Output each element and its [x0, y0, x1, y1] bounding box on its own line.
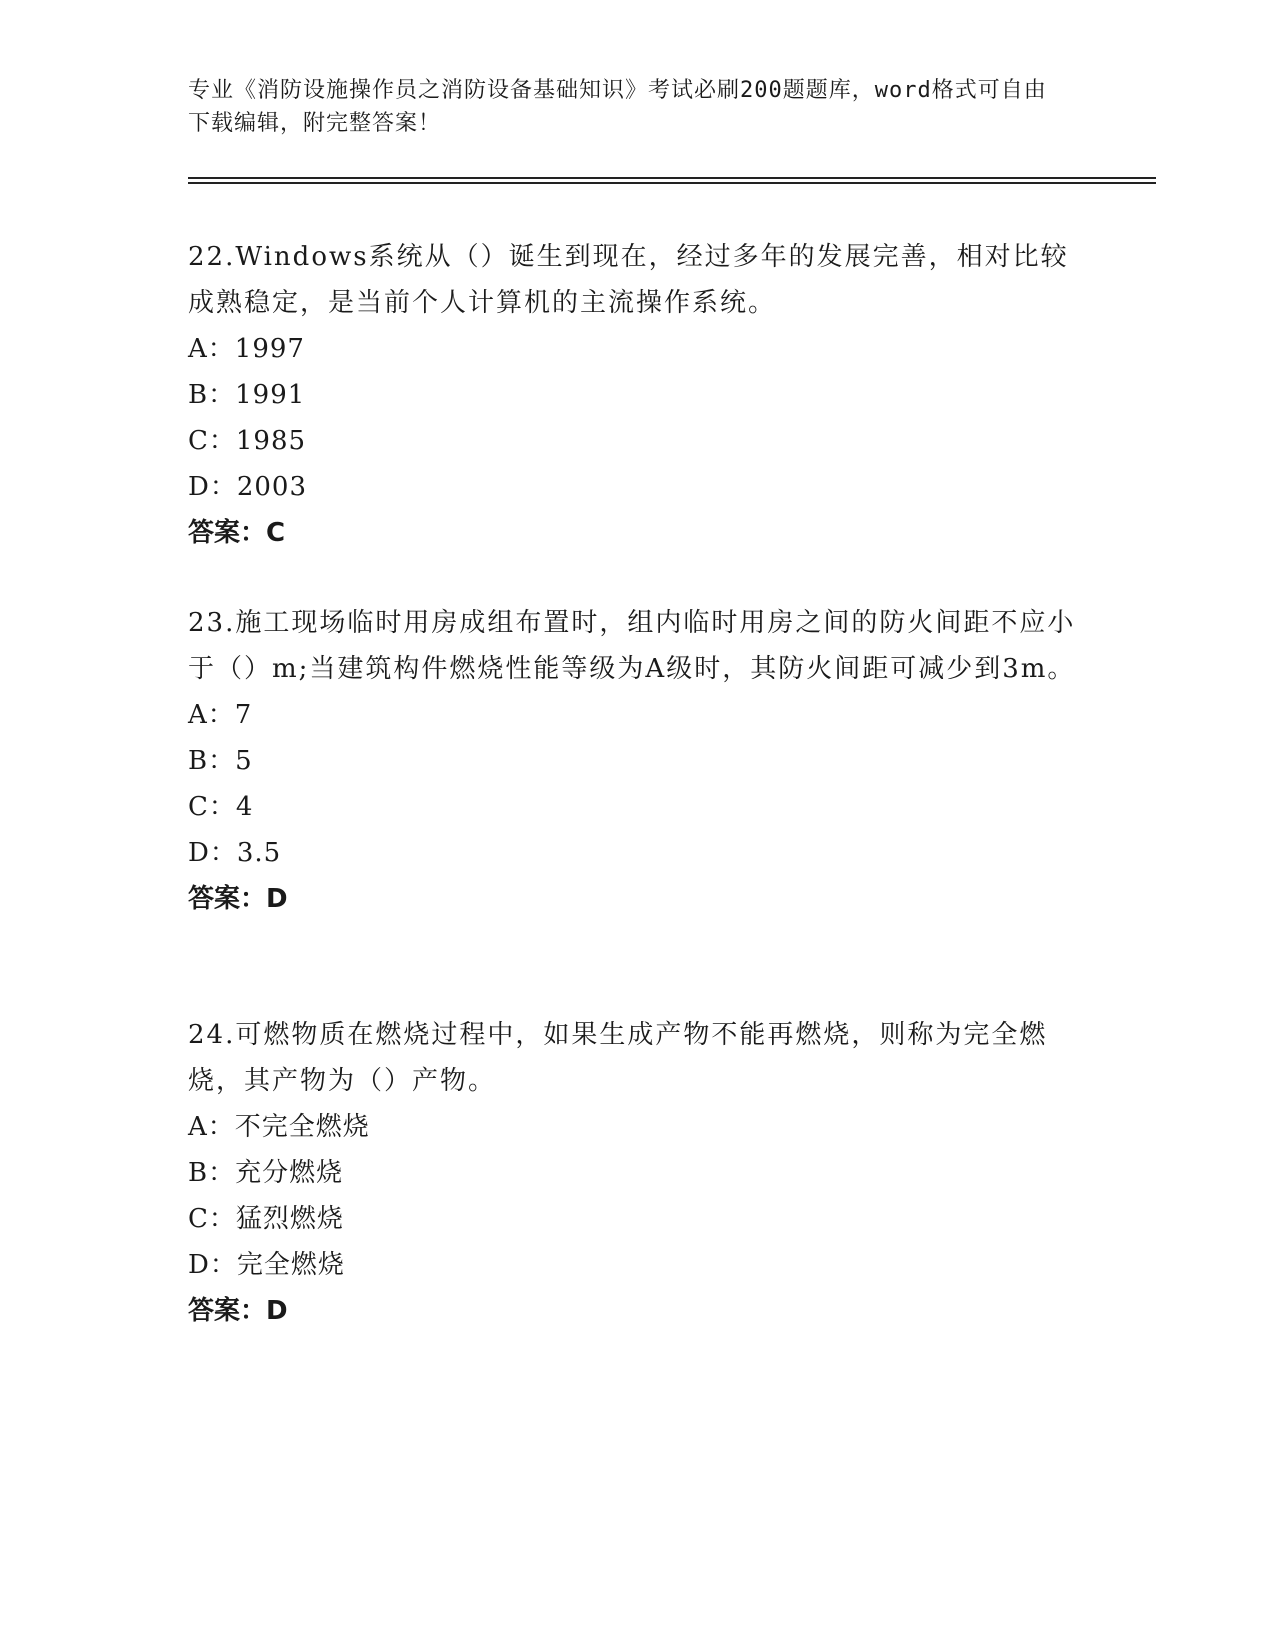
option-a: A：1997 [188, 334, 305, 364]
answer: 答案：C [188, 518, 286, 548]
option-a: A：7 [188, 700, 253, 730]
question-stem: 22.Windows系统从（）诞生到现在，经过多年的发展完善，相对比较成熟稳定，是当前个人计算机的主流操作系统。 [188, 242, 1069, 318]
question-stem: 24.可燃物质在燃烧过程中，如果生成产物不能再燃烧，则称为完全燃烧，其产物为（）产物。 [188, 1020, 1048, 1096]
header-divider-bottom [188, 182, 1156, 184]
question-22 [188, 234, 1078, 556]
option-d: D：完全燃烧 [188, 1250, 345, 1280]
option-b: B：1991 [188, 380, 306, 410]
question-24 [188, 1012, 1078, 1334]
option-c: C：猛烈燃烧 [188, 1204, 344, 1234]
option-b: B：充分燃烧 [188, 1158, 344, 1188]
header-divider-top [188, 177, 1156, 179]
answer: 答案：D [188, 1296, 288, 1326]
option-d: D：2003 [188, 472, 308, 502]
question-23 [188, 600, 1078, 922]
question-stem: 23.施工现场临时用房成组布置时，组内临时用房之间的防火间距不应小于（）m;当建筑构件燃烧性能等级为A级时，其防火间距可减少到3m。 [188, 608, 1076, 684]
option-a: A：不完全燃烧 [188, 1112, 370, 1142]
option-b: B：5 [188, 746, 253, 776]
answer: 答案：D [188, 884, 288, 914]
option-d: D：3.5 [188, 838, 282, 868]
option-c: C：4 [188, 792, 254, 822]
option-c: C：1985 [188, 426, 307, 456]
document-header: 专业《消防设施操作员之消防设备基础知识》考试必刷200题题库，word格式可自由下载编辑，附完整答案！ [188, 78, 1047, 136]
